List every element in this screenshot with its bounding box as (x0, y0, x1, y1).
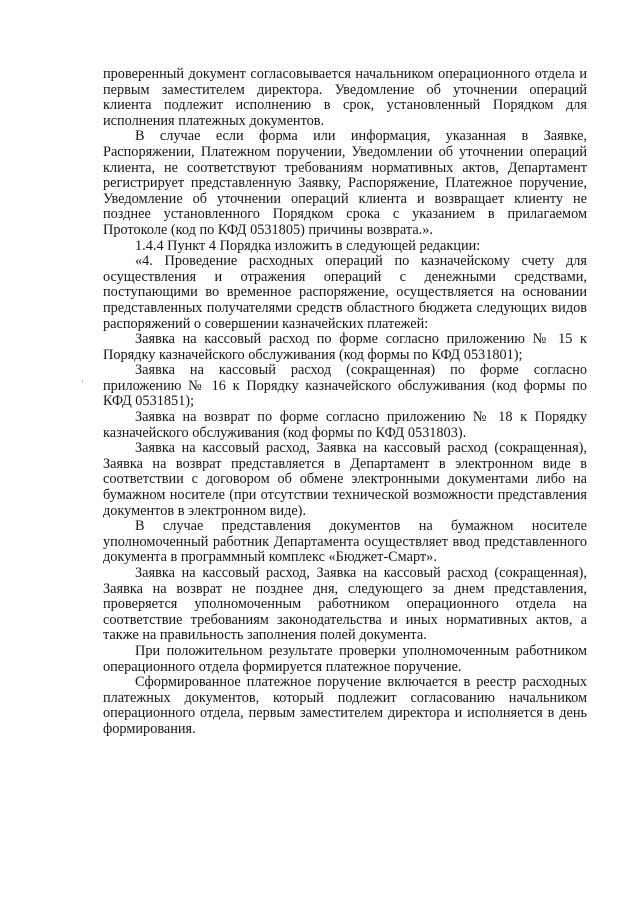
paragraph-return-conditions: В случае если форма или информация, указанная в Заявке, Распоряжении, Платежном поручении, Уведомлении об уточнении операций клиента, не соответствуют требованиям нормативных актов, Департамент регистрирует представленную Заявку, Распоряжение, Платежное поручение, Уведомление об уточнении операций клиента и возвращает клиенту не позднее установленного Порядком срока с указанием в прилагаемом Протоколе (код по КФД 0531805) причины возврата.». (103, 128, 587, 238)
paragraph-registry: Сформированное платежное поручение включается в реестр расходных платежных документов, который подлежит согласованию начальником операционного отдела, первым заместителем директора и исполняется в день формирования. (103, 674, 587, 737)
paragraph-submission: Заявка на кассовый расход, Заявка на кассовый расход (сокращенная), Заявка на возврат представляется в Департамент в электронном виде в соответствии с договором об обмене электронными документами либо на бумажном носителе (при отсутствии технической возможности представления документов в электронном виде). (103, 440, 587, 519)
paragraph-verification: Заявка на кассовый расход, Заявка на кассовый расход (сокращенная), Заявка на возврат не позднее дня, следующего за днем представления, проверяется уполномоченным работником операционного отдела на соответствие требованиям законодательства и иных нормативных актов, а также на правильность заполнения полей документа. (103, 565, 587, 644)
scan-margin-mark (82, 380, 83, 383)
paragraph-continuation: проверенный документ согласовывается начальником операционного отдела и первым заместителем директора. Уведомление об уточнении операций клиента подлежит исполнению в срок, установленный Порядком для исполнения платежных документов. (103, 66, 587, 129)
paragraph-payment-order: При положительном результате проверки уполномоченным работником операционного отдела формируется платежное поручение. (103, 642, 587, 675)
paragraph-form-0531801: Заявка на кассовый расход по форме согласно приложению № 15 к Порядку казначейского обслуживания (код формы по КФД 0531801); (103, 331, 587, 363)
paragraph-amendment-1-4-4: 1.4.4 Пункт 4 Порядка изложить в следующей редакции: (135, 237, 481, 254)
paragraph-form-0531803: Заявка на возврат по форме согласно приложению № 18 к Порядку казначейского обслуживания (код формы по КФД 0531803). (103, 409, 587, 441)
paragraph-form-0531851: Заявка на кассовый расход (сокращенная) по форме согласно приложению № 16 к Порядку казначейского обслуживания (код формы по КФД 0531851); (103, 362, 587, 410)
paragraph-point-4: «4. Проведение расходных операций по казначейскому счету для осуществления и отражения операций с денежными средствами, поступающими во временное распоряжение, осуществляется на основании представленных получателями средств областного бюджета следующих видов распоряжений о совершении казначейских платежей: (103, 253, 587, 332)
document-body (103, 67, 587, 738)
paragraph-paper-input: В случае представления документов на бумажном носителе уполномоченный работник Департамента осуществляет ввод представленного документа в программный комплекс «Бюджет-Смарт». (103, 518, 587, 566)
